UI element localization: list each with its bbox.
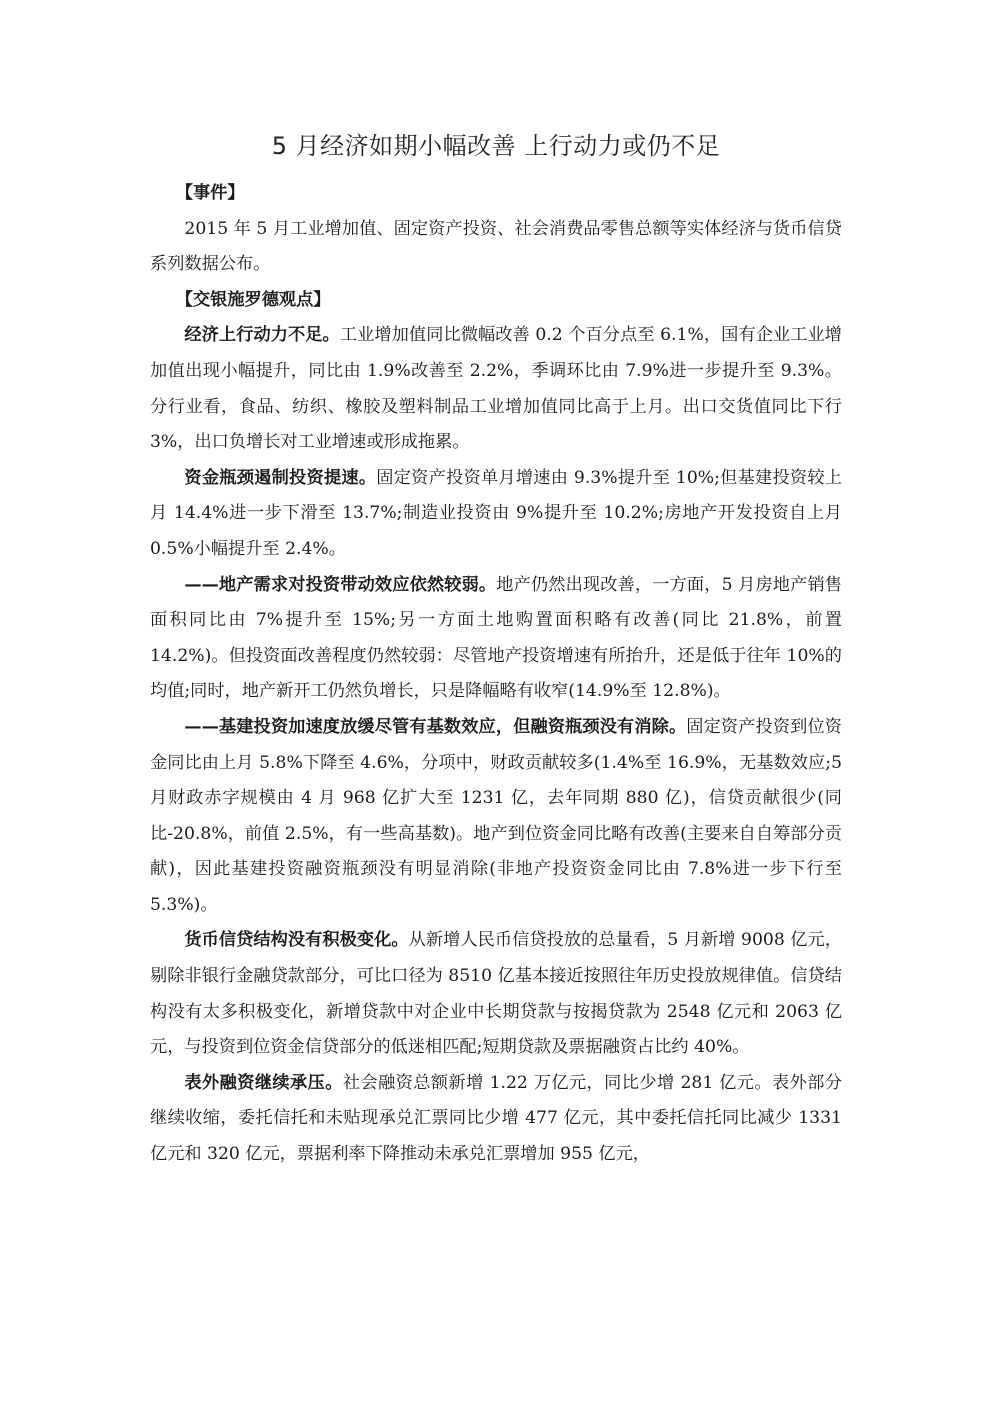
paragraph-real-estate: [150, 568, 842, 710]
paragraph-credit: [150, 923, 842, 1065]
paragraph-text: 社会融资总额新增 1.22 万亿元，同比少增 281 亿元。表外部分继续收缩，委托信托和未贴现承兑汇票同比少增 477 亿元，其中委托信托同比减少 1331 亿元和 320 亿元，票据利率下降推动未承兑汇票增加 955 亿元，: [150, 1072, 842, 1165]
paragraph-lead: 货币信贷结构没有积极变化。: [184, 930, 409, 951]
paragraph-off-balance: [150, 1066, 842, 1173]
paragraph-lead: 资金瓶颈遏制投资提速。: [184, 467, 377, 488]
event-heading: 【事件】: [175, 183, 245, 203]
document-title: 5 月经济如期小幅改善 上行动力或仍不足: [271, 132, 721, 160]
paragraph-lead: ——基建投资加速度放缓尽管有基数效应，但融资瓶颈没有消除。: [184, 716, 687, 737]
paragraph-lead: 经济上行动力不足。: [184, 325, 340, 346]
document-body: [150, 176, 842, 1173]
paragraph-text: 固定资产投资到位资金同比由上月 5.8%下降至 4.6%，分项中，财政贡献较多(1.4%至 16.9%，无基数效应;5 月财政赤字规模由 4 月 968 亿扩大至 1231 亿，去年同期 880 亿)，信贷贡献很少(同比-20.8%，前值 2.5%，有一些高基数)。地产到位资金同比略有改善(主要来自自筹部分贡献)，因此基建投资融资瓶颈没有明显消除(非地产投资资金同比由 7.8%进一步下行至 5.3%)。: [150, 716, 842, 915]
paragraph-text: 固定资产投资单月增速由 9.3%提升至 10%;但基建投资较上月 14.4%进一步下滑至 13.7%;制造业投资由 9%提升至 10.2%;房地产开发投资自上月 0.5%小幅提升至 2.4%。: [150, 467, 842, 559]
paragraph-text: 地产仍然出现改善，一方面，5 月房地产销售面积同比由 7%提升至 15%;另一方面土地购置面积略有改善(同比 21.8%，前置 14.2%)。但投资面改善程度仍然较弱：尽管地产投资增速有所抬升，还是低于往年 10%的均值;同时，地产新开工仍然负增长，只是降幅略有收窄(14.9%至 12.8%)。: [150, 574, 842, 702]
paragraph-text: 从新增人民币信贷投放的总量看，5 月新增 9008 亿元，剔除非银行金融贷款部分，可比口径为 8510 亿基本接近按照往年历史投放规律值。信贷结构没有太多积极变化，新增贷款中对企业中长期贷款与按揭贷款为 2548 亿元和 2063 亿元，与投资到位资金信贷部分的低迷相匹配;短期贷款及票据融资占比约 40%。: [150, 930, 842, 1058]
paragraph-text: 工业增加值同比微幅改善 0.2 个百分点至 6.1%，国有企业工业增加值出现小幅提升，同比由 1.9%改善至 2.2%，季调环比由 7.9%进一步提升至 9.3%。分行业看，食品、纺织、橡胶及塑料制品工业增加值同比高于上月。出口交货值同比下行 3%，出口负增长对工业增速或形成拖累。: [150, 325, 842, 453]
paragraph-investment: [150, 461, 842, 568]
paragraph-economy: [150, 318, 842, 460]
view-heading: 【交银施罗德观点】: [175, 289, 331, 310]
event-paragraph: 2015 年 5 月工业增加值、固定资产投资、社会消费品零售总额等实体经济与货币信贷系列数据公布。: [150, 218, 842, 275]
paragraph-lead: 表外融资继续承压。: [184, 1072, 343, 1093]
paragraph-lead: ——地产需求对投资带动效应依然较弱。: [184, 574, 497, 595]
paragraph-infrastructure: [150, 710, 842, 924]
